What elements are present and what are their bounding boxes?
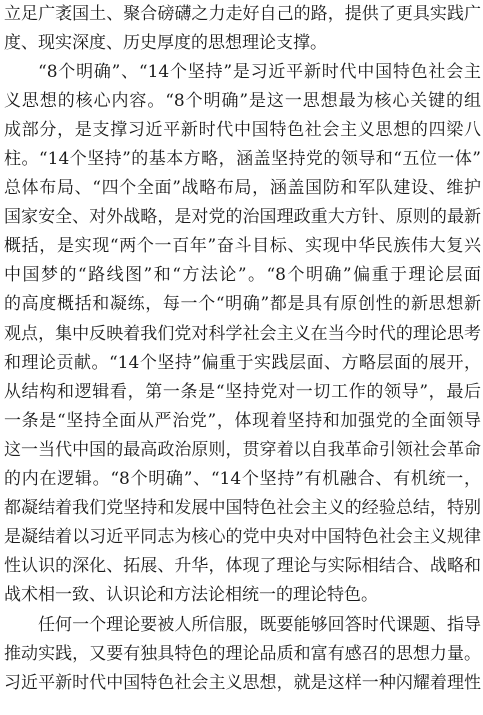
text-line: 性认识的深化、拓展、升华，体现了理论与实际相结合、战略和 (4, 556, 481, 576)
text-line: 一条是“坚持全面从严治党”，体现着坚持和加强党的全面领导 (4, 411, 481, 431)
text-line: 是凝结着以习近平同志为核心的党中央对中国特色社会主义规律 (4, 527, 481, 547)
text-line: 义思想的核心内容。“8个明确”是这一思想最为核心关键的组 (4, 91, 481, 111)
text-line: “8个明确”、“14个坚持”是习近平新时代中国特色社会主 (38, 62, 481, 82)
text-line: 总体布局、“四个全面”战略布局，涵盖国防和军队建设、维护 (4, 178, 481, 198)
text-line: 从结构和逻辑看，第一条是“坚持党对一切工作的领导”，最后 (4, 382, 481, 402)
text-line: 概括，是实现“两个一百年”奋斗目标、实现中华民族伟大复兴 (4, 236, 481, 256)
text-line: 度、现实深度、历史厚度的思想理论支撑。 (4, 33, 327, 53)
text-line: 立足广袤国土、聚合磅礴之力走好自己的路，提供了更具实践广 (4, 4, 481, 24)
text-line: 都凝结着我们党坚持和发展中国特色社会主义的经验总结，特别 (4, 498, 481, 518)
text-line: 习近平新时代中国特色社会主义思想，就是这样一种闪耀着理性 (4, 673, 481, 693)
text-line: 的高度概括和凝练，每一个“明确”都是具有原创性的新思想新 (4, 294, 481, 314)
text-line: 观点，集中反映着我们党对科学社会主义在当今时代的理论思考 (4, 324, 481, 344)
text-line: 国家安全、对外战略，是对党的治国理政重大方针、原则的最新 (4, 207, 481, 227)
text-line: 战术相一致、认识论和方法论相统一的理论特色。 (4, 585, 378, 605)
text-line: 这一当代中国的最高政治原则，贯穿着以自我革命引领社会革命 (4, 440, 481, 460)
text-line: 中国梦的“路线图”和“方法论”。“8个明确”偏重于理论层面 (4, 265, 481, 285)
text-line: 和理论贡献。“14个坚持”偏重于实践层面、方略层面的展开， (4, 353, 481, 373)
text-line: 的内在逻辑。“8个明确”、“14个坚持”有机融合、有机统一， (4, 469, 481, 489)
text-line: 推动实践，又要有独具特色的理论品质和富有感召的思想力量。 (4, 644, 481, 664)
text-line: 任何一个理论要被人所信服，既要能够回答时代课题、指导 (38, 615, 481, 635)
text-line: 成部分，是支撑习近平新时代中国特色社会主义思想的四梁八 (4, 120, 481, 140)
text-line: 柱。“14个坚持”的基本方略，涵盖坚持党的领导和“五位一体” (4, 149, 481, 169)
